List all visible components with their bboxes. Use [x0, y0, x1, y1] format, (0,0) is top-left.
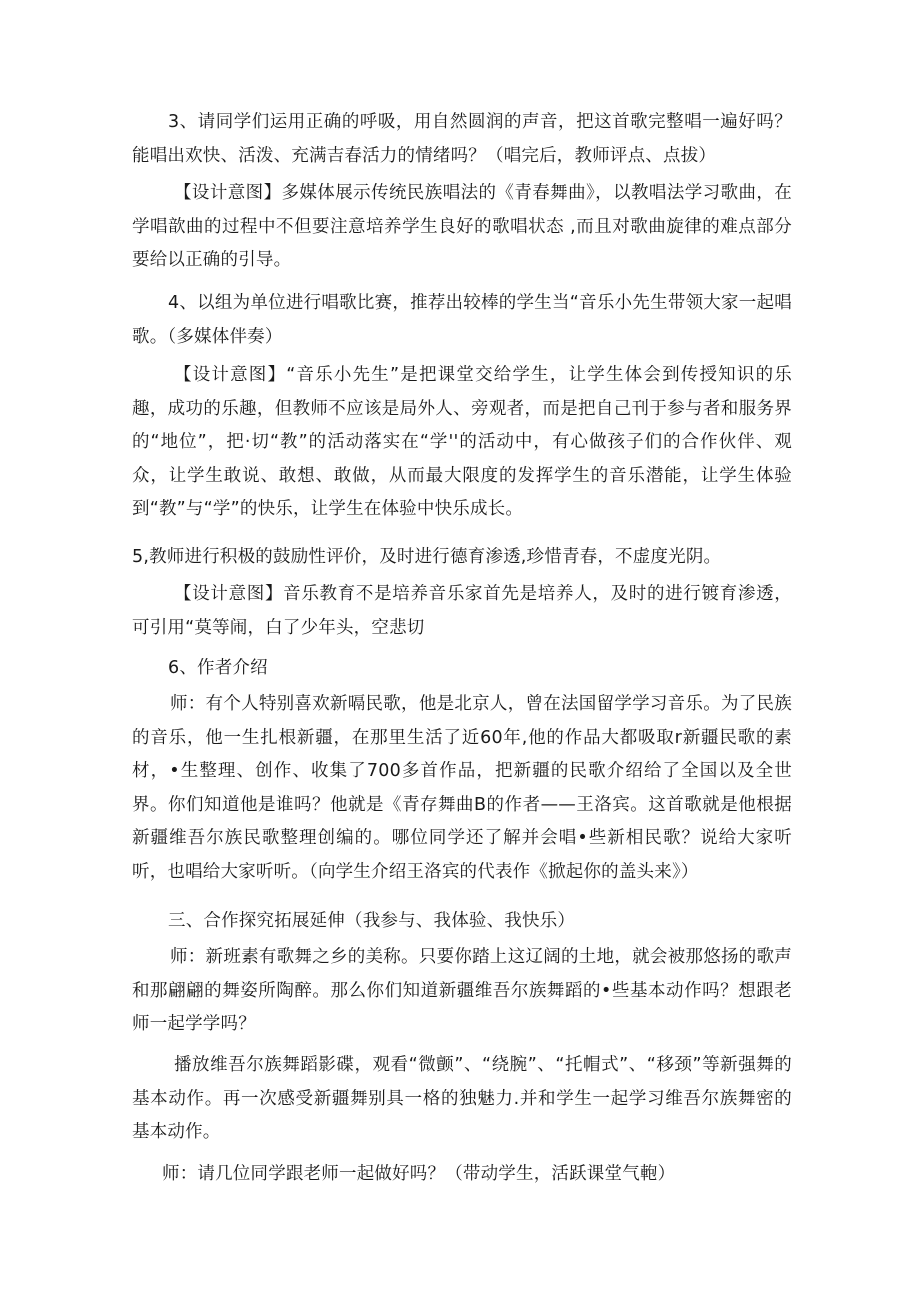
section-heading-3: 三、合作探究拓展延伸（我参与、我体验、我快乐）	[168, 911, 576, 931]
paragraph-step-6-heading: 6、作者介绍	[168, 658, 268, 678]
paragraph-step-5: 5,教师进行积极的鼓励性评价，及时进行德育渗透,珍惜青春，不虚度光阴。	[132, 547, 722, 567]
paragraph-step-3: 3、请同学们运用正确的呼吸，用自然圆润的声音，把这首歌完整唱一遍好吗？能唱出欢快、活泼、充满吉春活力的情绪吗？（唱完后，教师评点、点拔）	[132, 112, 792, 166]
paragraph-design-intent-2: 【设计意图】“音乐小先生”是把课堂交给学生，让学生体会到传授知识的乐趣，成功的乐趣，但教师不应该是局外人、旁观者，而是把自己刊于参与者和服务界的“地位”，把·切“教”的活动落实在“学''的活动中，有心做孩子们的合作伙伴、观众，让学生敢说、敢想、敢做，从而最大限度的发挥学生的音乐潜能，让学生体验到“教”与“学”的快乐，让学生在体验中快乐成长。	[132, 365, 792, 519]
paragraph-xinjiang-dance: 师：新班素有歌舞之乡的美称。只要你踏上这辽阔的土地，就会被那悠扬的歌声和那翩翩的舞姿所陶醉。那么你们知道新疆维吾尔族舞蹈的•些基本动作吗？想跟老师一起学学吗？	[132, 947, 792, 1034]
paragraph-teacher-invite: 师：请几位同学跟老师一起做好吗？（带动学生，活跃课堂气軳）	[162, 1164, 676, 1184]
paragraph-author-intro: 师：有个人特别喜欢新嗝民歌，他是北京人，曾在法国留学学习音乐。为了民族的音乐，他一生扎根新疆，在那里生活了近60年,他的作品大都吸取r新疆民歌的素材，•生整理、创作、收集了700多首作品，把新疆的民歌介绍给了全国以及全世界。你们知道他是谁吗？他就是《青存舞曲B的作者——王洛宾。这首歌就是他根据新疆维吾尔族民歌整理创编的。哪位同学还了解并会唱•些新相民歌？说给大家听听，也唱给大家听听。（向学生介绍王洛宾的代表作《掀起你的盖头来》）	[132, 694, 792, 882]
paragraph-video-dance: 播放维吾尔族舞蹈影碟，观看“微颤”、“绕腕”、“托帽式”、“移颈”等新强舞的基本动作。再一次感受新疆舞别具一格的独魅力.并和学生一起学习维吾尔族舞密的基本动作。	[132, 1055, 792, 1142]
paragraph-design-intent-1: 【设计意图】多媒体展示传统民族唱法的《青春舞曲》，以教唱法学习歌曲，在学唱歆曲的过程中不但要注意培养学生良好的歌唱状态 ,而且对歌曲旋律的难点部分要给以正确的引导。	[132, 183, 792, 270]
paragraph-step-4: 4、以组为单位进行唱歌比赛，推荐出较棒的学生当“音乐小先生带领大家一起唱歌。（多媒体伴奏）	[132, 293, 792, 347]
paragraph-design-intent-3: 【设计意图】音乐教育不是培养音乐家首先是培养人，及时的进行镀育渗透，可引用“莫等闹，白了少年头，空悲切	[132, 584, 792, 638]
